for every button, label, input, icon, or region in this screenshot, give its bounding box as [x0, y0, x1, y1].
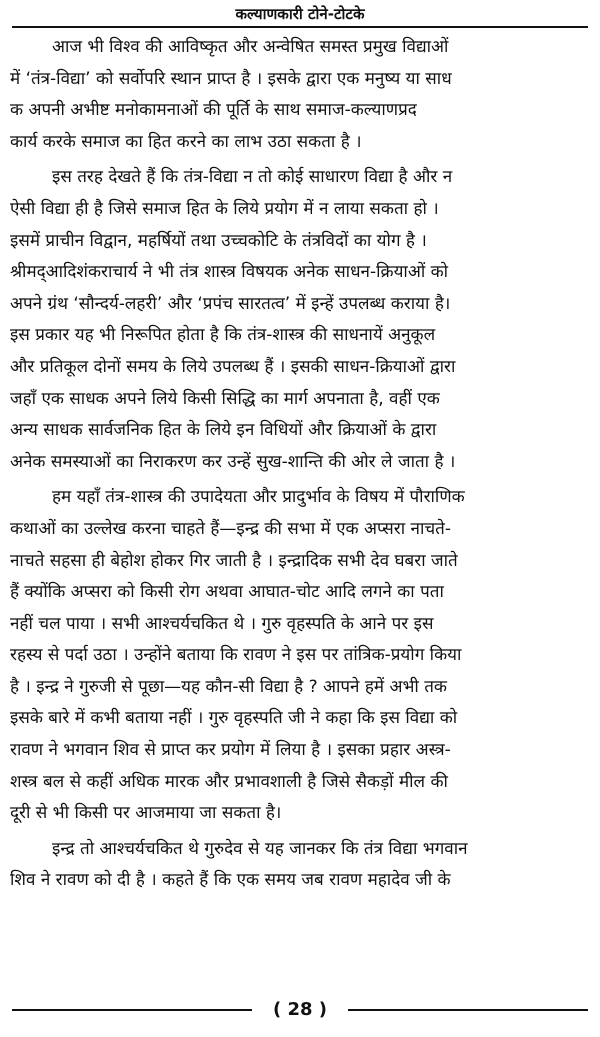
text-line: अन्य साधक सार्वजनिक हित के लिये इन विधियों और क्रियाओं के द्वारा — [10, 420, 437, 441]
text-line: रावण ने भगवान शिव से प्राप्त कर प्रयोग में लिया है । इसका प्रहार अस्त्र- — [10, 740, 451, 761]
text-line: नाचते सहसा ही बेहोश होकर गिर जाती है । इन्द्रादिक सभी देव घबरा जाते — [10, 550, 458, 571]
page-number: ( 28 ) — [272, 999, 328, 1020]
text-line: ऐसी विद्या ही है जिसे समाज हित के लिये प्रयोग में न लाया सकता हो । — [10, 198, 439, 219]
text-line: शिव ने रावण को दी है । कहते हैं कि एक समय जब रावण महादेव जी के — [10, 870, 451, 891]
text-line: हम यहाँ तंत्र-शास्त्र की उपादेयता और प्रादुर्भाव के विषय में पौराणिक — [52, 487, 465, 508]
text-line: में ‘तंत्र-विद्या’ को सर्वोपरि स्थान प्राप्त है । इसके द्वारा एक मनुष्य या साध — [10, 68, 452, 89]
text-line: इसके बारे में कभी बताया नहीं । गुरु वृहस्पति जी ने कहा कि इस विद्या को — [10, 708, 458, 729]
text-line: क अपनी अभीष्ट मनोकामनाओं की पूर्ति के साथ समाज-कल्याणप्रद — [10, 100, 417, 121]
text-line: शस्त्र बल से कहीं अधिक मारक और प्रभावशाली है जिसे सैकड़ों मील की — [10, 771, 448, 792]
text-line: आज भी विश्व की आविष्कृत और अन्वेषित समस्त प्रमुख विद्याओं — [52, 37, 449, 57]
text-line: इस प्रकार यह भी निरूपित होता है कि तंत्र-शास्त्र की साधनायें अनुकूल — [10, 325, 436, 346]
paragraph-3 — [10, 482, 588, 830]
text-line: रहस्य से पर्दा उठा । उन्होंने बताया कि रावण ने इस पर तांत्रिक-प्रयोग किया — [10, 645, 462, 666]
text-line: अपने ग्रंथ ‘सौन्दर्य-लहरी’ और ‘प्रपंच सारतत्व’ में इन्हें उपलब्ध कराया है। — [10, 293, 451, 314]
text-line: हैं क्योंकि अप्सरा को किसी रोग अथवा आघात-चोट आदि लगने का पता — [10, 582, 444, 603]
text-line: श्रीमद्आदिशंकराचार्य ने भी तंत्र शास्त्र विषयक अनेक साधन-क्रियाओं को — [10, 262, 449, 283]
text-line: इसमें प्राचीन विद्वान, महर्षियों तथा उच्चकोटि के तंत्रविदों का योग है । — [10, 230, 427, 251]
header-title: कल्याणकारी टोने-टोटके — [235, 5, 365, 23]
text-line: इन्द्र तो आश्चर्यचकित थे गुरुदेव से यह जानकर कि तंत्र विद्या भगवान — [52, 838, 468, 859]
text-line: दूरी से भी किसी पर आजमाया जा सकता है। — [10, 803, 282, 824]
paragraph-2 — [10, 162, 588, 478]
running-header — [12, 4, 588, 30]
text-line: इस तरह देखते हैं कि तंत्र-विद्या न तो कोई साधारण विद्या है और न — [52, 167, 453, 188]
text-line: है । इन्द्र ने गुरुजी से पूछा—यह कौन-सी विद्या है ? आपने हमें अभी तक — [10, 676, 447, 697]
text-line: जहाँ एक साधक अपने लिये किसी सिद्धि का मार्ग अपनाता है, वहीं एक — [10, 388, 440, 409]
text-line: कथाओं का उल्लेख करना चाहते हैं—इन्द्र की सभा में एक अप्सरा नाचते- — [10, 518, 451, 539]
header-rule — [12, 26, 588, 28]
text-line: अनेक समस्याओं का निराकरण कर उन्हें सुख-शान्ति की ओर ले जाता है । — [10, 451, 456, 472]
footer-rule-right — [348, 1009, 588, 1011]
paragraph-4 — [10, 834, 588, 897]
text-line: कार्य करके समाज का हित करने का लाभ उठा सकता है । — [10, 131, 362, 152]
text-line: नहीं चल पाया । सभी आश्चर्यचकित थे । गुरु वृहस्पति के आने पर इस — [10, 613, 434, 634]
paragraph-1 — [10, 32, 588, 158]
text-line: और प्रतिकूल दोनों समय के लिये उपलब्ध हैं । इसकी साधन-क्रियाओं द्वारा — [10, 356, 456, 377]
body-text — [10, 32, 588, 901]
page-footer — [12, 995, 588, 1027]
